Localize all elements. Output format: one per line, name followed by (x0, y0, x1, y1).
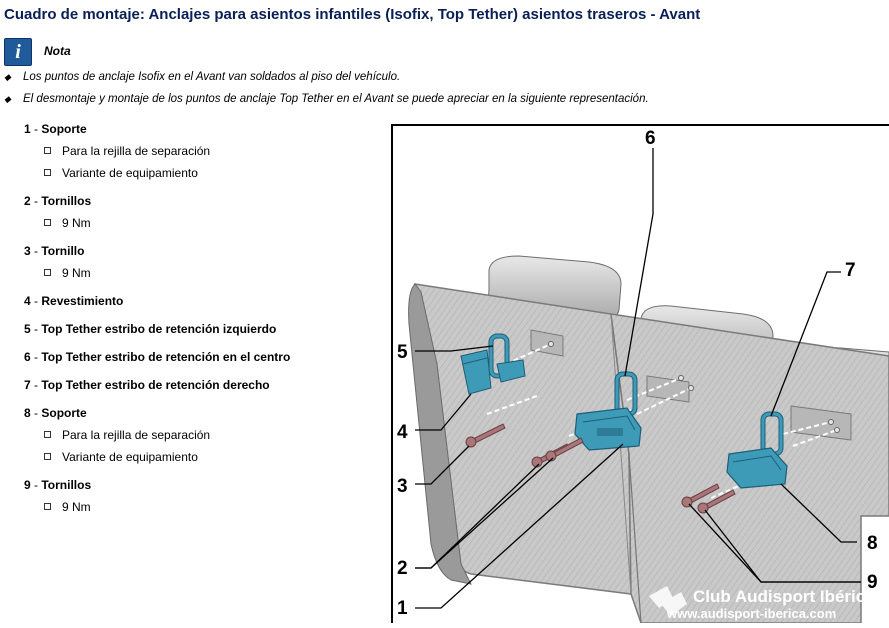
legend-item-number: 5 (24, 322, 31, 336)
callout-4: 4 (397, 422, 408, 443)
note-label: Nota (44, 44, 71, 58)
legend-item: 7 - Top Tether estribo de retención derecho (24, 378, 270, 392)
legend-item: 3 - Tornillo 9 Nm (24, 243, 290, 287)
square-bullet-icon (44, 269, 51, 276)
note-bullet-text: El desmontaje y montaje de los puntos de anclaje Top Tether en el Avant se puede apreciar en la siguiente representación. (23, 93, 649, 105)
legend-item-label: Soporte (41, 122, 87, 136)
legend-item-label: Top Tether estribo de retención izquierdo (41, 322, 277, 336)
watermark-line1: Club Audisport Ibérica (693, 587, 875, 606)
legend-subitem-text: Variante de equipamiento (62, 166, 198, 180)
legend-item-label: Soporte (41, 406, 87, 420)
legend-subitem (44, 427, 290, 449)
page-title: Cuadro de montaje: Anclajes para asientos infantiles (Isofix, Top Tether) asientos traseros - Avant (4, 6, 701, 23)
legend-subitem-text: 9 Nm (62, 500, 91, 514)
legend-item: 6 - Top Tether estribo de retención en el centro (24, 350, 291, 364)
parts-legend (24, 121, 290, 527)
legend-item: 1 - Soporte Para la rejilla de separación Variante de equipamiento (24, 121, 290, 187)
square-bullet-icon (44, 503, 51, 510)
legend-subitem (44, 215, 290, 237)
legend-item: 4 - Revestimiento (24, 294, 124, 308)
legend-subitem-text: Para la rejilla de separación (62, 144, 211, 158)
legend-item-number: 9 (24, 478, 31, 492)
legend-subitem-text: 9 Nm (62, 266, 91, 280)
legend-item-number: 3 (24, 244, 31, 258)
legend-item-label: Tornillos (41, 478, 92, 492)
square-bullet-icon (44, 431, 51, 438)
square-bullet-icon (44, 169, 51, 176)
callout-7: 7 (845, 260, 856, 281)
callout-2: 2 (397, 558, 408, 579)
legend-item-label: Tornillos (41, 194, 92, 208)
callout-6: 6 (645, 128, 656, 149)
diamond-bullet-icon: ◆ (4, 94, 11, 104)
legend-item: 8 - Soporte Para la rejilla de separación Variante de equipamiento (24, 405, 290, 471)
legend-subitem (44, 165, 290, 187)
square-bullet-icon (44, 219, 51, 226)
legend-item-label: Tornillo (41, 244, 85, 258)
legend-subitem (44, 449, 290, 471)
legend-subitem-text: 9 Nm (62, 216, 91, 230)
legend-subitem (44, 499, 290, 521)
legend-item-number: 2 (24, 194, 31, 208)
assembly-diagram-svg (391, 124, 889, 623)
legend-item-label: Revestimiento (41, 294, 124, 308)
legend-subitem-text: Variante de equipamiento (62, 450, 198, 464)
callout-5: 5 (397, 342, 408, 363)
legend-item-number: 7 (24, 378, 31, 392)
callout-9: 9 (867, 572, 878, 593)
square-bullet-icon (44, 147, 51, 154)
note-bullet-text: Los puntos de anclaje Isofix en el Avant van soldados al piso del vehículo. (23, 71, 401, 83)
assembly-diagram (391, 124, 889, 623)
legend-item: 5 - Top Tether estribo de retención izquierdo (24, 322, 277, 336)
legend-item-label: Top Tether estribo de retención en el centro (41, 350, 291, 364)
legend-item-number: 8 (24, 406, 31, 420)
support-center (575, 408, 641, 450)
diamond-bullet-icon: ◆ (4, 72, 11, 82)
legend-subitem-text: Para la rejilla de separación (62, 428, 211, 442)
legend-item: 2 - Tornillos 9 Nm (24, 193, 290, 237)
callout-1: 1 (397, 598, 408, 619)
callout-3: 3 (397, 476, 408, 497)
legend-subitem (44, 265, 290, 287)
info-icon: i (4, 38, 32, 66)
callout-8: 8 (867, 533, 878, 554)
legend-item-number: 1 (24, 122, 31, 136)
legend-item-number: 6 (24, 350, 31, 364)
legend-item-number: 4 (24, 294, 31, 308)
watermark-line2: www.audisport-iberica.com (667, 606, 837, 621)
legend-subitem (44, 143, 290, 165)
legend-item-label: Top Tether estribo de retención derecho (41, 378, 270, 392)
legend-item: 9 - Tornillos 9 Nm (24, 477, 290, 521)
square-bullet-icon (44, 453, 51, 460)
